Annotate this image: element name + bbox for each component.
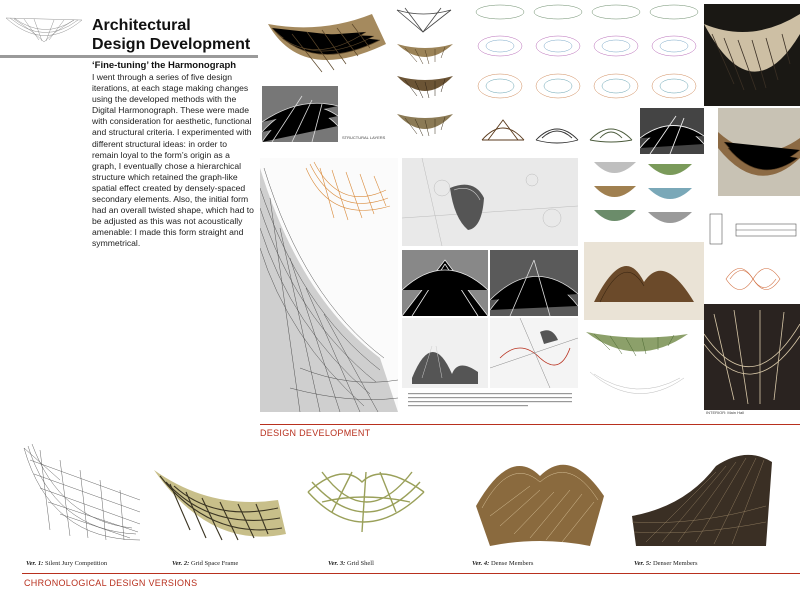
- version-3-render: [302, 452, 430, 552]
- version-4-render: [470, 446, 610, 552]
- chronological-versions-label: CHRONOLOGICAL DESIGN VERSIONS: [24, 578, 198, 588]
- render-green-shell: [580, 322, 694, 412]
- design-development-label: DESIGN DEVELOPMENT: [260, 428, 371, 438]
- body-text: I went through a series of five design iterations, at each stage making changes using the developed methods with the Digital Harmonograph. These were made with consideration for aesthetic, functional and structural criteria. I experimented with different structural ideas: in order to remain loyal to the form’s origin as a graph, I eventually chose a hierarchical structure which retained the graph-like spatial effect created by densely-spaced secondary elements. Also, the initial form had an overall twisted shape, which had to be adjusted as this was not acoustically amenable: I made this form straight and symmetrical.: [92, 72, 254, 249]
- versions-rule: [22, 573, 800, 574]
- render-small-shell-1: [478, 114, 528, 148]
- render-wire-frame-1: [393, 4, 455, 36]
- photo-interior-dark: [640, 108, 704, 154]
- harmonograph-curve: [706, 256, 800, 302]
- photo-interior-3: [402, 318, 488, 388]
- page-title: [92, 16, 262, 54]
- photo-site-model: [402, 158, 578, 246]
- design-development-rule: [260, 424, 800, 425]
- version-5-render: [626, 446, 776, 552]
- version-3-caption: Ver. 3: Grid Shell: [328, 560, 374, 567]
- version-1-render: [20, 440, 150, 550]
- wireframe-thumbnail: [4, 12, 84, 52]
- photo-interior-2: [490, 250, 578, 316]
- render-model-variants: [590, 158, 714, 236]
- section-subtitle: ‘Fine-tuning’ the Harmonograph: [92, 60, 237, 71]
- title-line-2: Design Development: [92, 36, 251, 53]
- wireframe-orange: [300, 158, 396, 228]
- render-brown-2: [395, 38, 455, 68]
- version-4-caption: Ver. 4: Dense Members: [472, 560, 534, 567]
- site-plan: [490, 318, 578, 388]
- header-rule: [0, 55, 258, 58]
- version-2-render: [150, 450, 290, 550]
- version-5-caption: Ver. 5: Denser Members: [634, 560, 698, 567]
- caption-block-small: [402, 390, 578, 412]
- photo-dark-shell: [704, 4, 800, 106]
- render-brown-shell: [262, 4, 390, 82]
- interior-label: INTERIOR: Main Hall: [706, 410, 745, 415]
- version-1-caption: Ver. 1: Silent Jury Competition: [26, 560, 108, 567]
- diagram-sections: [706, 206, 800, 256]
- render-brown-4: [395, 108, 455, 142]
- render-brown-3: [395, 72, 455, 104]
- photo-model-close: [718, 108, 800, 196]
- title-line-1: Architectural: [92, 17, 191, 34]
- diagram-grid: [472, 2, 704, 112]
- render-small-shell-3: [586, 114, 636, 148]
- render-small-shell-2: [532, 114, 582, 148]
- structural-layers-label: STRUCTURAL LAYERS: [342, 135, 386, 140]
- version-2-caption: Ver. 2: Grid Space Frame: [172, 560, 239, 567]
- photo-interior-main-hall: [704, 304, 800, 410]
- photo-model-brown: [584, 242, 704, 320]
- render-interior-bw: [262, 86, 338, 142]
- photo-interior-1: [402, 250, 488, 316]
